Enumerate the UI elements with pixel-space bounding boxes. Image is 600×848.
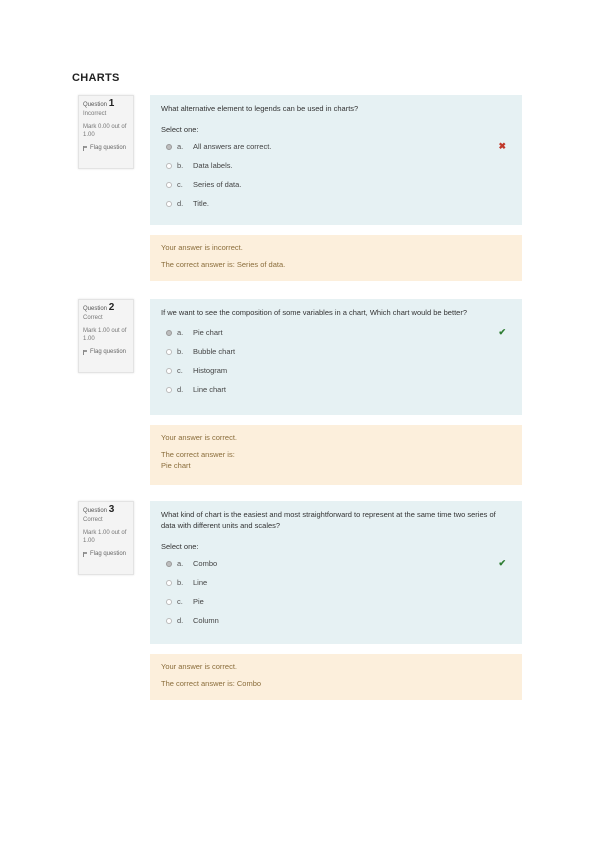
correct-answer-value: Pie chart <box>161 461 191 470</box>
answer-option-c[interactable]: c. Pie <box>161 592 511 611</box>
question-number: Question 2 <box>83 302 115 313</box>
question-state: Correct <box>83 517 103 523</box>
flag-question-link[interactable]: Flag question <box>83 348 130 356</box>
feedback-status: Your answer is correct. <box>161 662 238 671</box>
feedback-box-2 <box>150 425 522 485</box>
radio-button[interactable] <box>166 387 172 393</box>
radio-button[interactable] <box>166 201 172 207</box>
flag-question-link[interactable]: Flag question <box>83 144 130 152</box>
question-number: Question 3 <box>83 504 115 515</box>
flag-question-link[interactable]: Flag question <box>83 550 130 558</box>
answer-option-b[interactable]: b. Line <box>161 573 511 592</box>
select-one-prompt: Select one: <box>161 542 199 551</box>
incorrect-cross-icon: ✖ <box>498 141 506 151</box>
question-state: Correct <box>83 315 103 321</box>
question-text: If we want to see the composition of some variables in a chart, Which chart would be better? <box>161 308 467 317</box>
question-formulation-2 <box>150 299 522 415</box>
correct-answer-text: The correct answer is: Series of data. <box>161 260 286 269</box>
radio-button[interactable] <box>166 330 172 336</box>
answer-option-d[interactable]: d. Title. <box>161 194 511 213</box>
flag-icon <box>83 552 88 557</box>
question-formulation-1 <box>150 95 522 225</box>
flag-icon <box>83 146 88 151</box>
radio-button[interactable] <box>166 599 172 605</box>
radio-button[interactable] <box>166 368 172 374</box>
flag-icon <box>83 350 88 355</box>
question-mark: Mark 1.00 out of 1.00 <box>83 530 127 544</box>
radio-button[interactable] <box>166 182 172 188</box>
radio-button[interactable] <box>166 561 172 567</box>
correct-answer-text: The correct answer is: Combo <box>161 679 262 688</box>
answer-option-d[interactable]: d. Line chart <box>161 380 511 399</box>
question-state: Incorrect <box>83 111 107 117</box>
answer-option-d[interactable]: d. Column <box>161 611 511 630</box>
correct-check-icon: ✔ <box>498 327 506 337</box>
page-title: CHARTS <box>72 72 120 84</box>
select-one-prompt: Select one: <box>161 125 199 134</box>
answer-option-c[interactable]: c. Histogram <box>161 361 511 380</box>
question-formulation-3 <box>150 501 522 644</box>
question-mark: Mark 0.00 out of 1.00 <box>83 124 127 138</box>
answer-option-b[interactable]: b. Data labels. <box>161 156 511 175</box>
answer-option-a[interactable]: a. Combo ✔ <box>161 554 511 573</box>
feedback-status: Your answer is incorrect. <box>161 243 243 252</box>
feedback-box-1 <box>150 235 522 281</box>
question-info-2 <box>78 299 134 373</box>
answer-option-a[interactable]: a. Pie chart ✔ <box>161 323 511 342</box>
answer-option-c[interactable]: c. Series of data. <box>161 175 511 194</box>
correct-check-icon: ✔ <box>498 558 506 568</box>
feedback-status: Your answer is correct. <box>161 433 238 442</box>
radio-button[interactable] <box>166 349 172 355</box>
question-text: What kind of chart is the easiest and most straightforward to represent at the same time two series of data with different units and scales? <box>161 510 496 530</box>
question-number: Question 1 <box>83 98 115 109</box>
radio-button[interactable] <box>166 144 172 150</box>
question-text: What alternative element to legends can be used in charts? <box>161 104 359 113</box>
correct-answer-label: The correct answer is: <box>161 450 235 459</box>
question-info-3 <box>78 501 134 575</box>
question-info-1 <box>78 95 134 169</box>
feedback-box-3 <box>150 654 522 700</box>
radio-button[interactable] <box>166 618 172 624</box>
radio-button[interactable] <box>166 580 172 586</box>
radio-button[interactable] <box>166 163 172 169</box>
question-mark: Mark 1.00 out of 1.00 <box>83 328 127 342</box>
answer-option-b[interactable]: b. Bubble chart <box>161 342 511 361</box>
answer-option-a[interactable]: a. All answers are correct. ✖ <box>161 137 511 156</box>
